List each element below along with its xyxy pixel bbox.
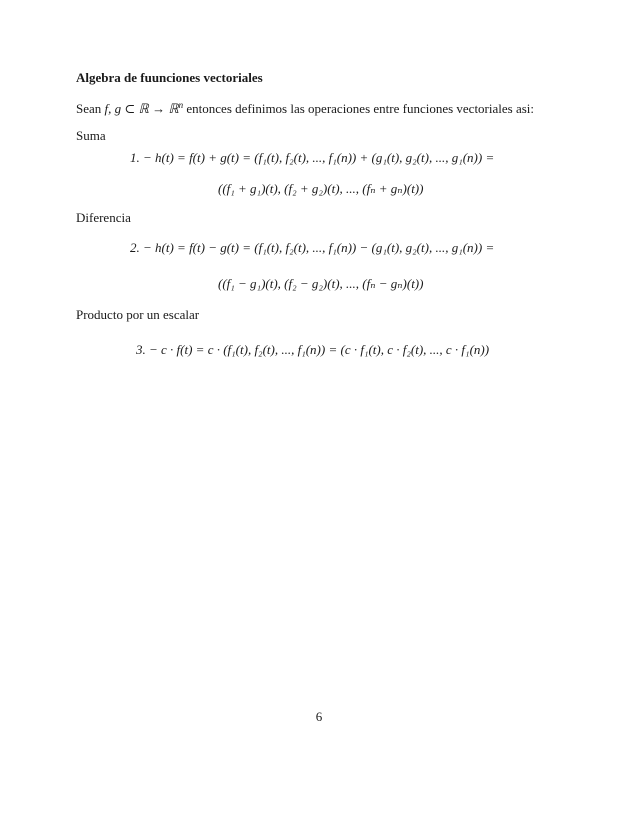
intro-exponent: n [178, 100, 184, 110]
equation-suma-line1: 1. − h(t) = f(t) + g(t) = (f₁(t), f₂(t), ..., f₁(n)) + (g₁(t), g₂(t), ..., g₁(n)) = [130, 150, 495, 165]
intro-prefix: Sean [76, 101, 102, 116]
equation-diferencia-line1: 2. − h(t) = f(t) − g(t) = (f₁(t), f₂(t), ..., f₁(n)) − (g₁(t), g₂(t), ..., g₁(n)) = [130, 240, 495, 255]
section-title-diferencia: Diferencia [76, 210, 131, 225]
section-title-suma: Suma [76, 128, 106, 143]
intro-suffix: entonces definimos las operaciones entre funciones vectoriales asi: [186, 101, 535, 116]
equation-producto-line1: 3. − c · f(t) = c · (f₁(t), f₂(t), ..., f₁(n)) = (c · f₁(t), c · f₂(t), ..., c · f₁(n)) [136, 342, 490, 357]
equation-suma-line2: ((f₁ + g₁)(t), (f₂ + g₂)(t), ..., (fₙ + gₙ)(t)) [218, 181, 424, 196]
section-heading: Algebra de fuunciones vectoriales [76, 70, 263, 85]
intro-paragraph [76, 101, 534, 117]
section-title-producto: Producto por un escalar [76, 307, 200, 322]
equation-diferencia-line2: ((f₁ − g₁)(t), (f₂ − g₂)(t), ..., (fₙ − gₙ)(t)) [218, 276, 424, 291]
page-number: 6 [315, 709, 323, 724]
intro-math: f, g ⊂ ℝ → ℝ [104, 101, 179, 116]
